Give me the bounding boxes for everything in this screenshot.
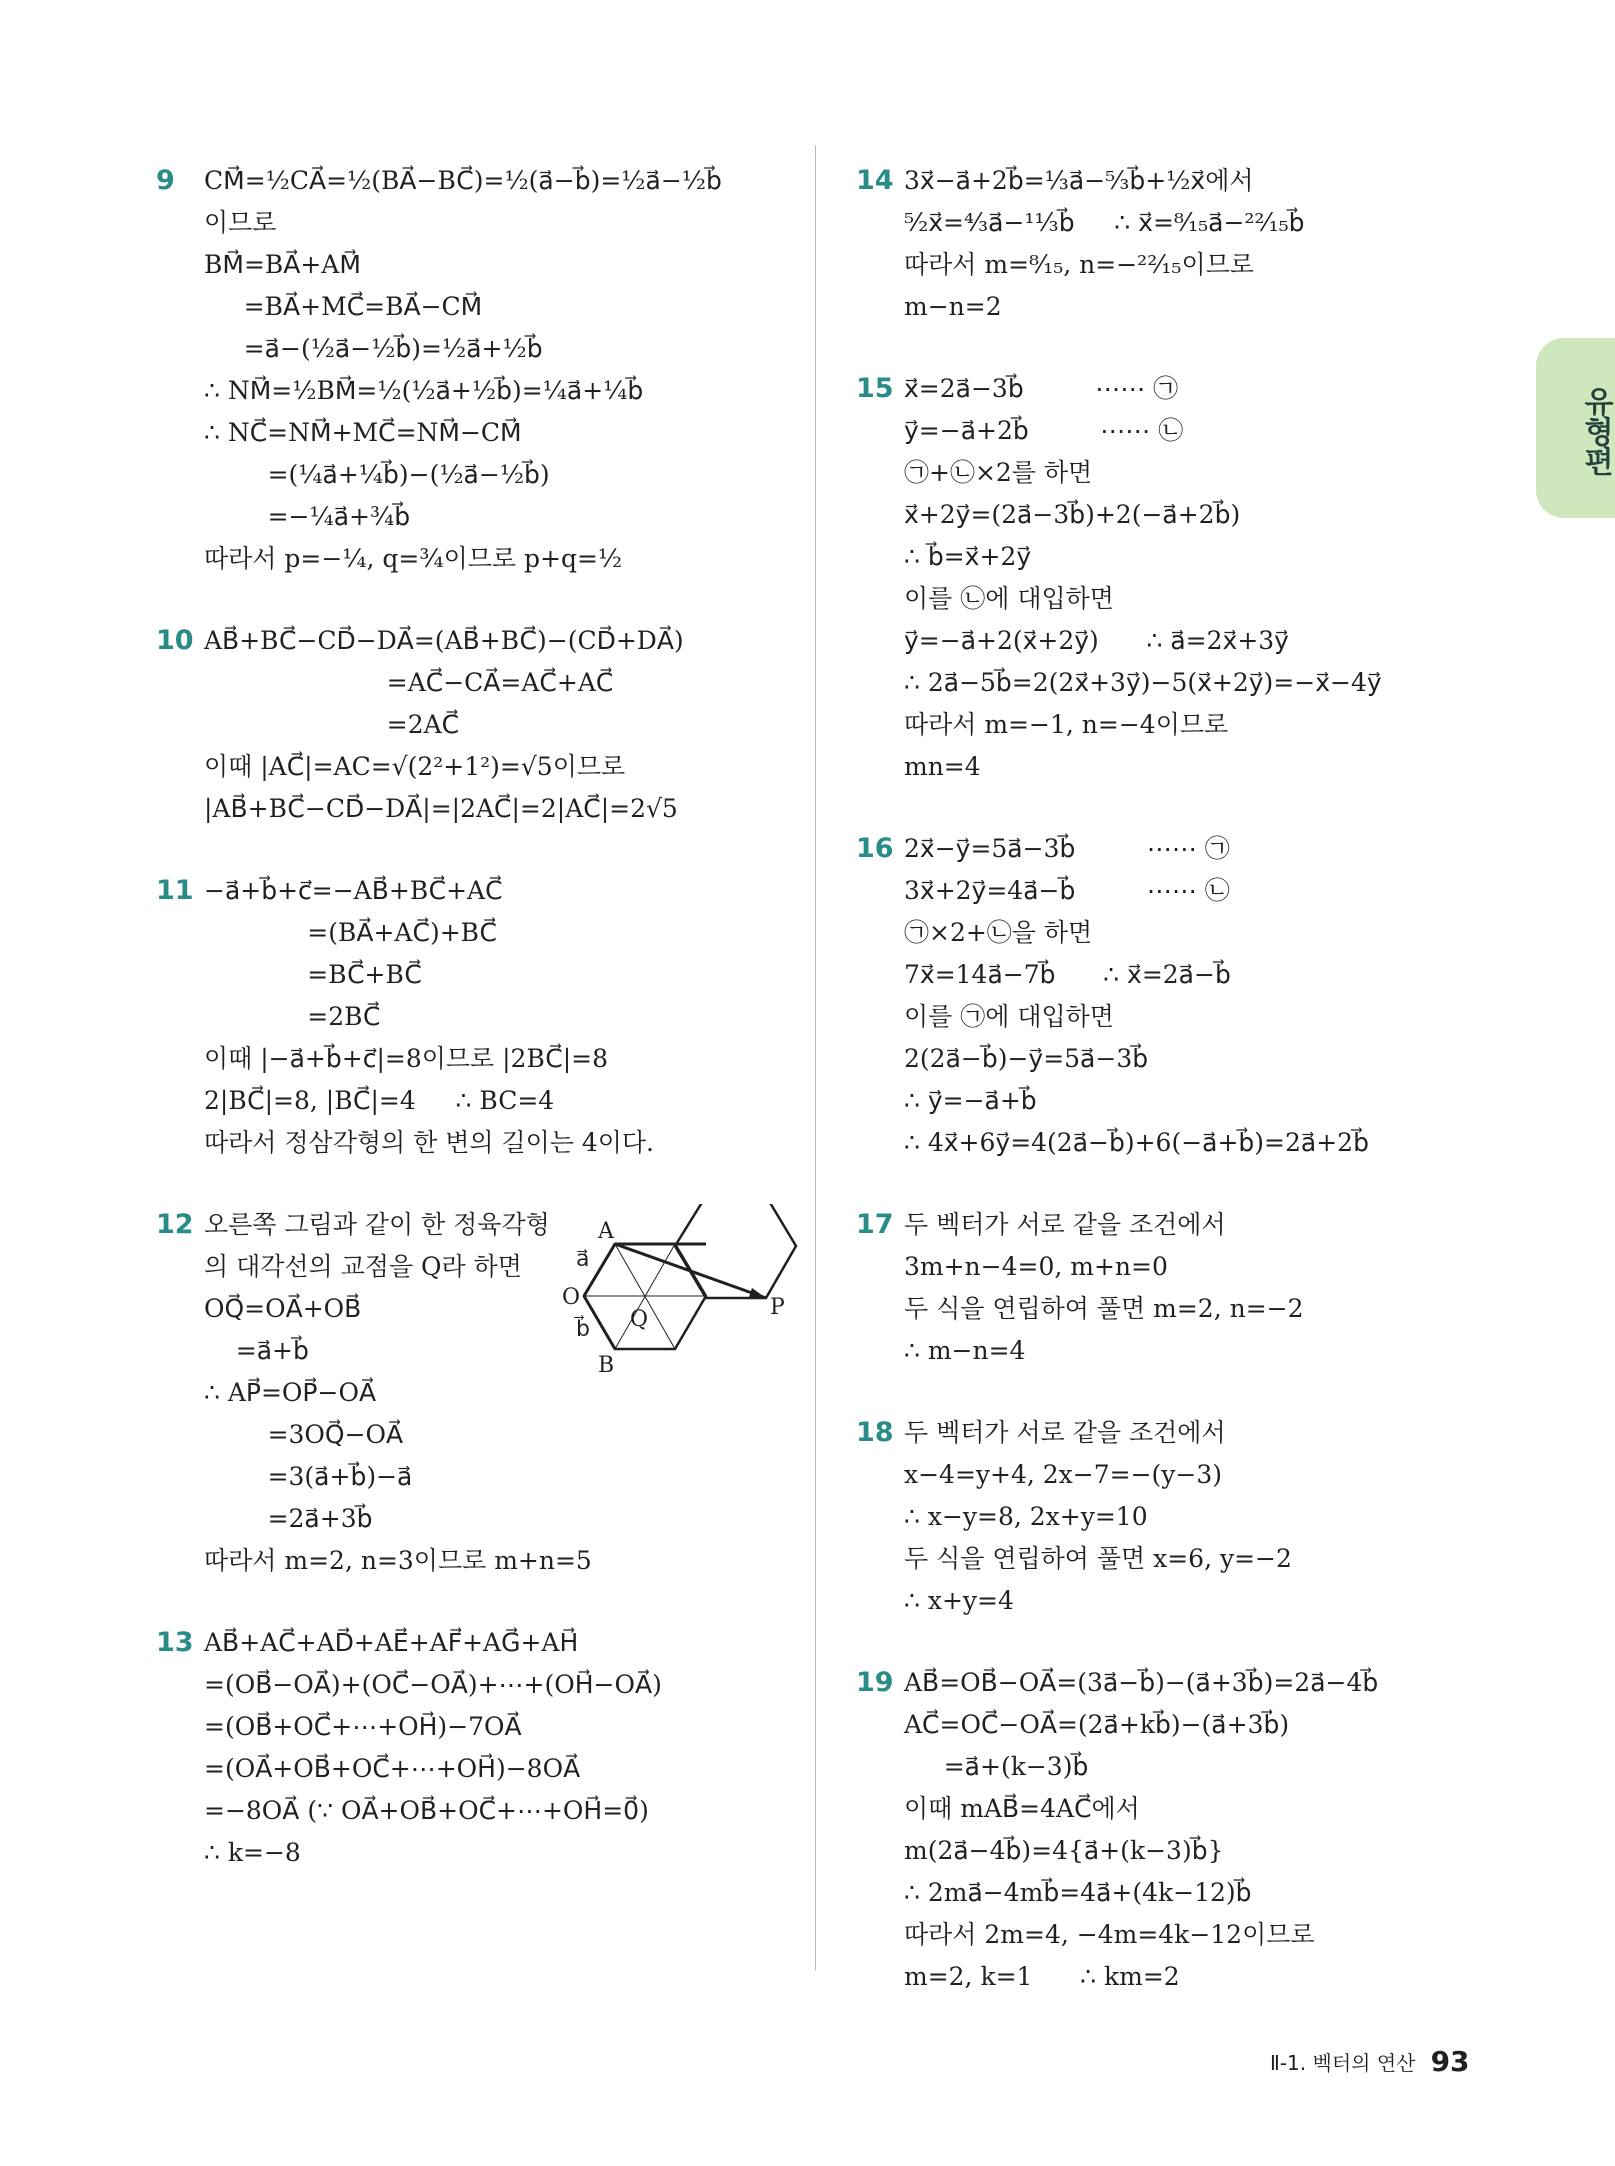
solution-line: y⃗=−a⃗+2(x⃗+2y⃗) ∴ a⃗=2x⃗+3y⃗ bbox=[904, 626, 1289, 655]
solution-line: ∴ b⃗=x⃗+2y⃗ bbox=[904, 542, 1032, 571]
solution-line: =BC⃗+BC⃗ bbox=[204, 960, 422, 989]
solution-line: ∴ k=−8 bbox=[204, 1838, 301, 1867]
solution-line: y⃗=−a⃗+2b⃗ ⋯⋯ ㉡ bbox=[904, 416, 1184, 445]
solution-line: ⁵⁄₂x⃗=⁴⁄₃a⃗−¹¹⁄₃b⃗ ∴ x⃗=⁸⁄₁₅a⃗−²²⁄₁₅b⃗ bbox=[904, 208, 1305, 237]
solution-line: ∴ x+y=4 bbox=[904, 1586, 1014, 1615]
solution-line: x⃗=2a⃗−3b⃗ ⋯⋯ ㉠ bbox=[904, 374, 1179, 403]
solution-line: 따라서 m=−1, n=−4이므로 bbox=[904, 710, 1229, 739]
solution-line: =a⃗+b⃗ bbox=[204, 1336, 309, 1365]
solution-line: =3(a⃗+b⃗)−a⃗ bbox=[204, 1462, 413, 1491]
solution-line: 3x⃗−a⃗+2b⃗=⅓a⃗−⁵⁄₃b⃗+½x⃗에서 bbox=[904, 166, 1254, 195]
problem-11 bbox=[158, 870, 808, 1164]
solution-line: =−8OA⃗ (∵ OA⃗+OB⃗+OC⃗+⋯+OH⃗=0⃗) bbox=[204, 1796, 649, 1825]
problem-12 bbox=[158, 1204, 808, 1582]
solution-line: 따라서 m=2, n=3이므로 m+n=5 bbox=[204, 1546, 592, 1575]
section-label: Ⅱ-1. 벡터의 연산 bbox=[1270, 2051, 1416, 2075]
problem-14 bbox=[858, 160, 1478, 328]
solution-line: m=2, k=1 ∴ km=2 bbox=[904, 1962, 1180, 1991]
solution-line: 3m+n−4=0, m+n=0 bbox=[904, 1252, 1168, 1281]
solution-line: 두 식을 연립하여 풀면 m=2, n=−2 bbox=[904, 1294, 1304, 1323]
solution-line: 두 식을 연립하여 풀면 x=6, y=−2 bbox=[904, 1544, 1292, 1573]
solution-line: =(OB⃗+OC⃗+⋯+OH⃗)−7OA⃗ bbox=[204, 1712, 522, 1741]
solution-line: BM⃗=BA⃗+AM⃗ bbox=[204, 250, 361, 279]
label-Q: Q bbox=[630, 1307, 649, 1332]
page-number: 93 bbox=[1430, 2045, 1470, 2078]
label-vector-b: b⃗ bbox=[576, 1317, 590, 1342]
solution-line: ∴ AP⃗=OP⃗−OA⃗ bbox=[204, 1378, 377, 1407]
problem-9 bbox=[158, 160, 808, 580]
solution-line: 이때 mAB⃗=4AC⃗에서 bbox=[904, 1794, 1140, 1823]
solution-line: =2a⃗+3b⃗ bbox=[204, 1504, 373, 1533]
solution-line: m(2a⃗−4b⃗)=4{a⃗+(k−3)b⃗} bbox=[904, 1836, 1224, 1865]
solution-line: =(OA⃗+OB⃗+OC⃗+⋯+OH⃗)−8OA⃗ bbox=[204, 1754, 581, 1783]
right-column bbox=[858, 160, 1478, 2038]
solution-line: x−4=y+4, 2x−7=−(y−3) bbox=[904, 1460, 1223, 1489]
solution-line: ∴ NM⃗=½BM⃗=½(½a⃗+½b⃗)=¼a⃗+¼b⃗ bbox=[204, 376, 644, 405]
problem-number: 16 bbox=[856, 833, 894, 864]
problem-number: 11 bbox=[156, 875, 194, 906]
solution-line: ㉠×2+㉡을 하면 bbox=[904, 918, 1093, 947]
solution-line: =(OB⃗−OA⃗)+(OC⃗−OA⃗)+⋯+(OH⃗−OA⃗) bbox=[204, 1670, 662, 1699]
arrowhead bbox=[749, 1288, 766, 1298]
problem-13 bbox=[158, 1622, 808, 1874]
solution-line: |AB⃗+BC⃗−CD⃗−DA⃗|=|2AC⃗|=2|AC⃗|=2√5 bbox=[204, 794, 678, 823]
side-tab-label: 유형편 bbox=[1578, 386, 1613, 476]
solution-line: =(BA⃗+AC⃗)+BC⃗ bbox=[204, 918, 497, 947]
page-footer bbox=[1270, 2045, 1470, 2078]
solution-line: 두 벡터가 서로 같을 조건에서 bbox=[904, 1418, 1226, 1447]
solution-line: x⃗+2y⃗=(2a⃗−3b⃗)+2(−a⃗+2b⃗) bbox=[904, 500, 1241, 529]
solution-line: 이를 ㉡에 대입하면 bbox=[904, 584, 1114, 613]
solution-line: 따라서 p=−¼, q=¾이므로 p+q=½ bbox=[204, 544, 623, 573]
solution-line: =a⃗+(k−3)b⃗ bbox=[904, 1752, 1089, 1781]
solution-line: 따라서 2m=4, −4m=4k−12이므로 bbox=[904, 1920, 1315, 1949]
solution-line: ∴ 2ma⃗−4mb⃗=4a⃗+(4k−12)b⃗ bbox=[904, 1878, 1252, 1907]
problem-17 bbox=[858, 1204, 1478, 1372]
solution-line: ∴ m−n=4 bbox=[904, 1336, 1026, 1365]
label-A: A bbox=[598, 1219, 614, 1244]
solution-line: AB⃗+BC⃗−CD⃗−DA⃗=(AB⃗+BC⃗)−(CD⃗+DA⃗) bbox=[204, 626, 684, 655]
solution-line: =BA⃗+MC⃗=BA⃗−CM⃗ bbox=[204, 292, 483, 321]
section-side-tab bbox=[1536, 338, 1615, 518]
solution-line: ∴ x−y=8, 2x+y=10 bbox=[904, 1502, 1148, 1531]
hexagon-2 bbox=[675, 1204, 796, 1298]
solution-line: ㉠+㉡×2를 하면 bbox=[904, 458, 1093, 487]
problem-19 bbox=[858, 1662, 1478, 1998]
label-P: P bbox=[770, 1295, 785, 1320]
problem-number: 14 bbox=[856, 165, 894, 196]
solution-line: 따라서 m=⁸⁄₁₅, n=−²²⁄₁₅이므로 bbox=[904, 250, 1254, 279]
solution-line: =2AC⃗ bbox=[204, 710, 460, 739]
problem-18 bbox=[858, 1412, 1478, 1622]
solution-line: 이므로 bbox=[204, 208, 277, 237]
problem-15 bbox=[858, 368, 1478, 788]
solution-line: 이때 |AC⃗|=AC=√(2²+1²)=√5이므로 bbox=[204, 752, 626, 781]
problem-number: 19 bbox=[856, 1667, 894, 1698]
solution-line: =a⃗−(½a⃗−½b⃗)=½a⃗+½b⃗ bbox=[204, 334, 543, 363]
label-B: B bbox=[598, 1353, 615, 1378]
solution-line: 의 대각선의 교점을 Q라 하면 bbox=[204, 1252, 522, 1281]
problem-number: 9 bbox=[156, 165, 175, 196]
solution-line: AB⃗+AC⃗+AD⃗+AE⃗+AF⃗+AG⃗+AH⃗ bbox=[204, 1628, 579, 1657]
solution-line: OQ⃗=OA⃗+OB⃗ bbox=[204, 1294, 362, 1323]
problem-10 bbox=[158, 620, 808, 830]
solution-line: 2|BC⃗|=8, |BC⃗|=4 ∴ BC=4 bbox=[204, 1086, 555, 1115]
solution-line: ∴ 2a⃗−5b⃗=2(2x⃗+3y⃗)−5(x⃗+2y⃗)=−x⃗−4y⃗ bbox=[904, 668, 1382, 697]
problem-number: 15 bbox=[856, 373, 894, 404]
problem-16 bbox=[858, 828, 1478, 1164]
problem-number: 13 bbox=[156, 1627, 194, 1658]
solution-line: 2x⃗−y⃗=5a⃗−3b⃗ ⋯⋯ ㉠ bbox=[904, 834, 1230, 863]
vector-ap bbox=[615, 1244, 766, 1298]
problem-number: 10 bbox=[156, 625, 194, 656]
solution-line: 2(2a⃗−b⃗)−y⃗=5a⃗−3b⃗ bbox=[904, 1044, 1149, 1073]
problem-number: 12 bbox=[156, 1209, 194, 1240]
column-divider bbox=[815, 145, 816, 1970]
solution-line: mn=4 bbox=[904, 752, 981, 781]
label-vector-a: a⃗ bbox=[576, 1247, 590, 1272]
problem-number: 18 bbox=[856, 1417, 894, 1448]
solution-line: =(¼a⃗+¼b⃗)−(½a⃗−½b⃗) bbox=[204, 460, 550, 489]
solution-line: AC⃗=OC⃗−OA⃗=(2a⃗+kb⃗)−(a⃗+3b⃗) bbox=[904, 1710, 1290, 1739]
solution-line: CM⃗=½CA⃗=½(BA⃗−BC⃗)=½(a⃗−b⃗)=½a⃗−½b⃗ bbox=[204, 166, 722, 195]
solution-line: ∴ y⃗=−a⃗+b⃗ bbox=[904, 1086, 1037, 1115]
solution-line: −a⃗+b⃗+c⃗=−AB⃗+BC⃗+AC⃗ bbox=[204, 876, 503, 905]
solution-line: ∴ NC⃗=NM⃗+MC⃗=NM⃗−CM⃗ bbox=[204, 418, 522, 447]
solution-line: 7x⃗=14a⃗−7b⃗ ∴ x⃗=2a⃗−b⃗ bbox=[904, 960, 1231, 989]
solution-line: 이때 |−a⃗+b⃗+c⃗|=8이므로 |2BC⃗|=8 bbox=[204, 1044, 609, 1073]
solution-line: 3x⃗+2y⃗=4a⃗−b⃗ ⋯⋯ ㉡ bbox=[904, 876, 1230, 905]
problem-number: 17 bbox=[856, 1209, 894, 1240]
solution-line: =3OQ⃗−OA⃗ bbox=[204, 1420, 404, 1449]
solution-line: 오른쪽 그림과 같이 한 정육각형 bbox=[204, 1210, 550, 1239]
solution-line: AB⃗=OB⃗−OA⃗=(3a⃗−b⃗)−(a⃗+3b⃗)=2a⃗−4b⃗ bbox=[904, 1668, 1379, 1697]
solution-line: m−n=2 bbox=[904, 292, 1002, 321]
left-column bbox=[158, 160, 808, 1914]
solution-line: =AC⃗−CA⃗=AC⃗+AC⃗ bbox=[204, 668, 614, 697]
solution-line: 따라서 정삼각형의 한 변의 길이는 4이다. bbox=[204, 1128, 654, 1157]
solution-line: 두 벡터가 서로 같을 조건에서 bbox=[904, 1210, 1226, 1239]
solution-line: =2BC⃗ bbox=[204, 1002, 381, 1031]
solution-line: ∴ 4x⃗+6y⃗=4(2a⃗−b⃗)+6(−a⃗+b⃗)=2a⃗+2b⃗ bbox=[904, 1128, 1369, 1157]
solution-line: 이를 ㉠에 대입하면 bbox=[904, 1002, 1114, 1031]
label-O: O bbox=[562, 1285, 581, 1310]
solution-line: =−¼a⃗+¾b⃗ bbox=[204, 502, 411, 531]
